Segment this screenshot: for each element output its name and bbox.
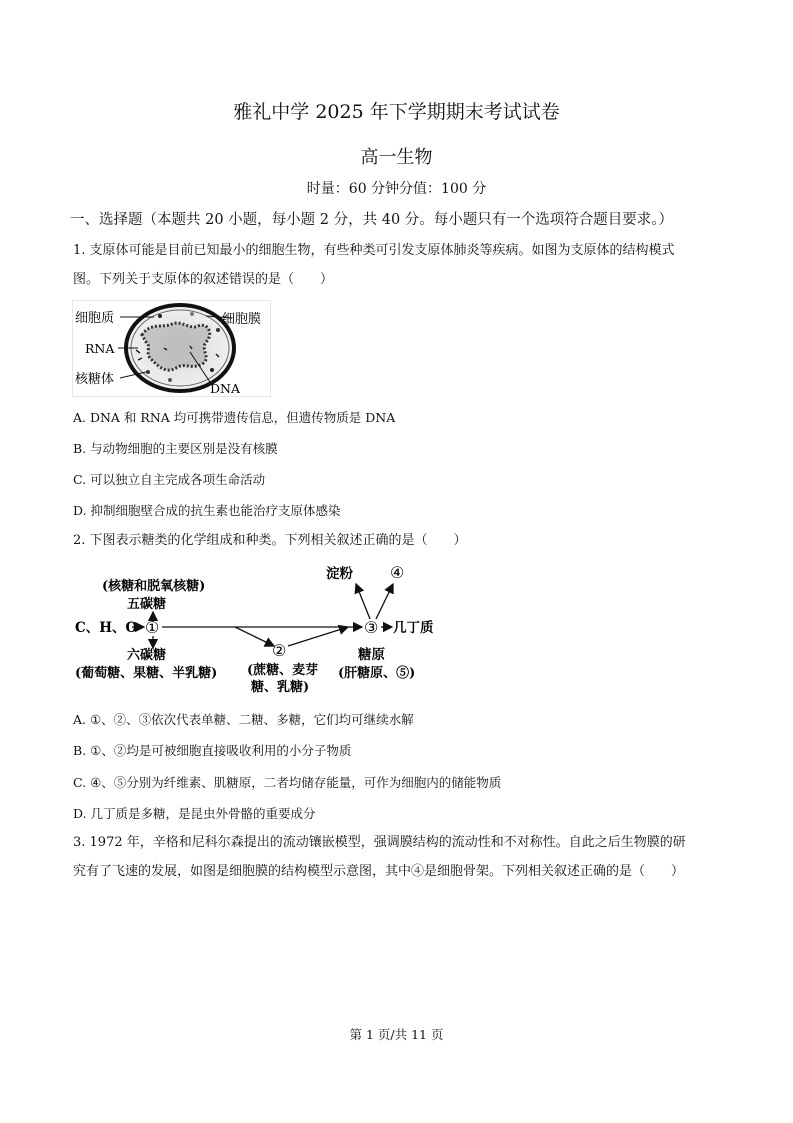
exam-title: 雅礼中学 2025 年下学期期末考试试卷 [233,101,560,123]
exam-subject: 高一生物 [360,147,433,168]
glycogen-label: 糖原 [358,647,385,663]
mycoplasma-structure-figure [72,300,272,398]
pentose-label: 五碳糖 [127,597,167,612]
ribosome-dot [190,312,194,316]
exam-time-score: 时量：60 分钟分值：100 分 [306,181,487,197]
question-1-line-1: 1. 支原体可能是目前已知最小的细胞生物，有些种类可引发支原体肺炎等疾病。如图为支原体的结构模式 [73,243,675,258]
label-dna: DNA [210,381,240,396]
question-1-option-d: D. 抑制细胞壁合成的抗生素也能治疗支原体感染 [73,503,341,518]
question-1-stem [73,236,733,294]
question-2-option-a: A. ①、②、③依次代表单糖、二糖、多糖，它们均可继续水解 [73,712,414,727]
question-3-line-2: 究有了飞速的发展，如图是细胞膜的结构模型示意图，其中④是细胞骨架。下列相关叙述正确的是（ ） [73,864,685,879]
section-heading: 一、选择题（本题共 20 小题，每小题 2 分，共 40 分。每小题只有一个选项符合题目要求。） [70,212,674,228]
label-cell-membrane: 细胞膜 [222,312,262,327]
node-1: ① [145,618,160,637]
ribosome-dot [216,328,220,332]
arrow-2-to-3 [288,627,348,646]
ribosome-dot [146,370,150,374]
glycogen-examples: (肝糖原、⑤) [338,666,416,681]
label-ribosome: 核糖体 [75,372,115,387]
question-3-line-1: 3. 1972 年，辛格和尼科尔森提出的流动镶嵌模型，强调膜结构的流动性和不对称性。自此之后生物膜的研 [73,835,686,850]
ribosome-dot [168,378,172,382]
disaccharide-examples-1: (蔗糖、麦芽 [247,663,319,678]
arrow-to-2 [235,627,274,646]
question-2-option-c: C. ④、⑤分别为纤维素、肌糖原，二者均储存能量，可作为细胞内的储能物质 [73,775,502,790]
starch-label: 淀粉 [326,566,353,582]
hexose-label: 六碳糖 [127,648,167,663]
question-2-stem [73,526,733,555]
label-rna: RNA [85,341,115,356]
question-2-line-1: 2. 下图表示糖类的化学组成和种类。下列相关叙述正确的是（ ） [73,533,467,548]
node-4: ④ [390,563,405,582]
label-cytoplasm: 细胞质 [75,311,115,326]
question-2-option-b: B. ①、②均是可被细胞直接吸收利用的小分子物质 [73,743,352,758]
question-3-stem [73,828,733,886]
question-2-option-d: D. 几丁质是多糖，是昆虫外骨骼的重要成分 [73,806,316,821]
pentose-examples: (核糖和脱氧核糖) [102,579,206,594]
carbohydrate-classification-figure [70,560,450,698]
question-1-option-b: B. 与动物细胞的主要区别是没有核膜 [73,441,278,456]
ribosome-dot [210,368,214,372]
arrow-3-to-starch [356,584,370,619]
question-1-option-c: C. 可以独立自主完成各项生命活动 [73,472,266,487]
hexose-examples: (葡萄糖、果糖、半乳糖) [75,666,218,681]
node-2: ② [272,641,287,660]
elements-label: C、H、O [75,620,138,636]
ribosome-dot [158,314,162,318]
question-1-line-2: 图。下列关于支原体的叙述错误的是（ ） [73,272,334,287]
chitin-label: 几丁质 [393,620,434,636]
disaccharide-examples-2: 糖、乳糖) [251,680,310,695]
question-1-option-a: A. DNA 和 RNA 均可携带遗传信息，但遗传物质是 DNA [73,410,396,425]
node-3: ③ [364,618,379,637]
page-number: 第 1 页/共 11 页 [349,1027,444,1042]
arrow-3-to-4 [376,584,393,619]
